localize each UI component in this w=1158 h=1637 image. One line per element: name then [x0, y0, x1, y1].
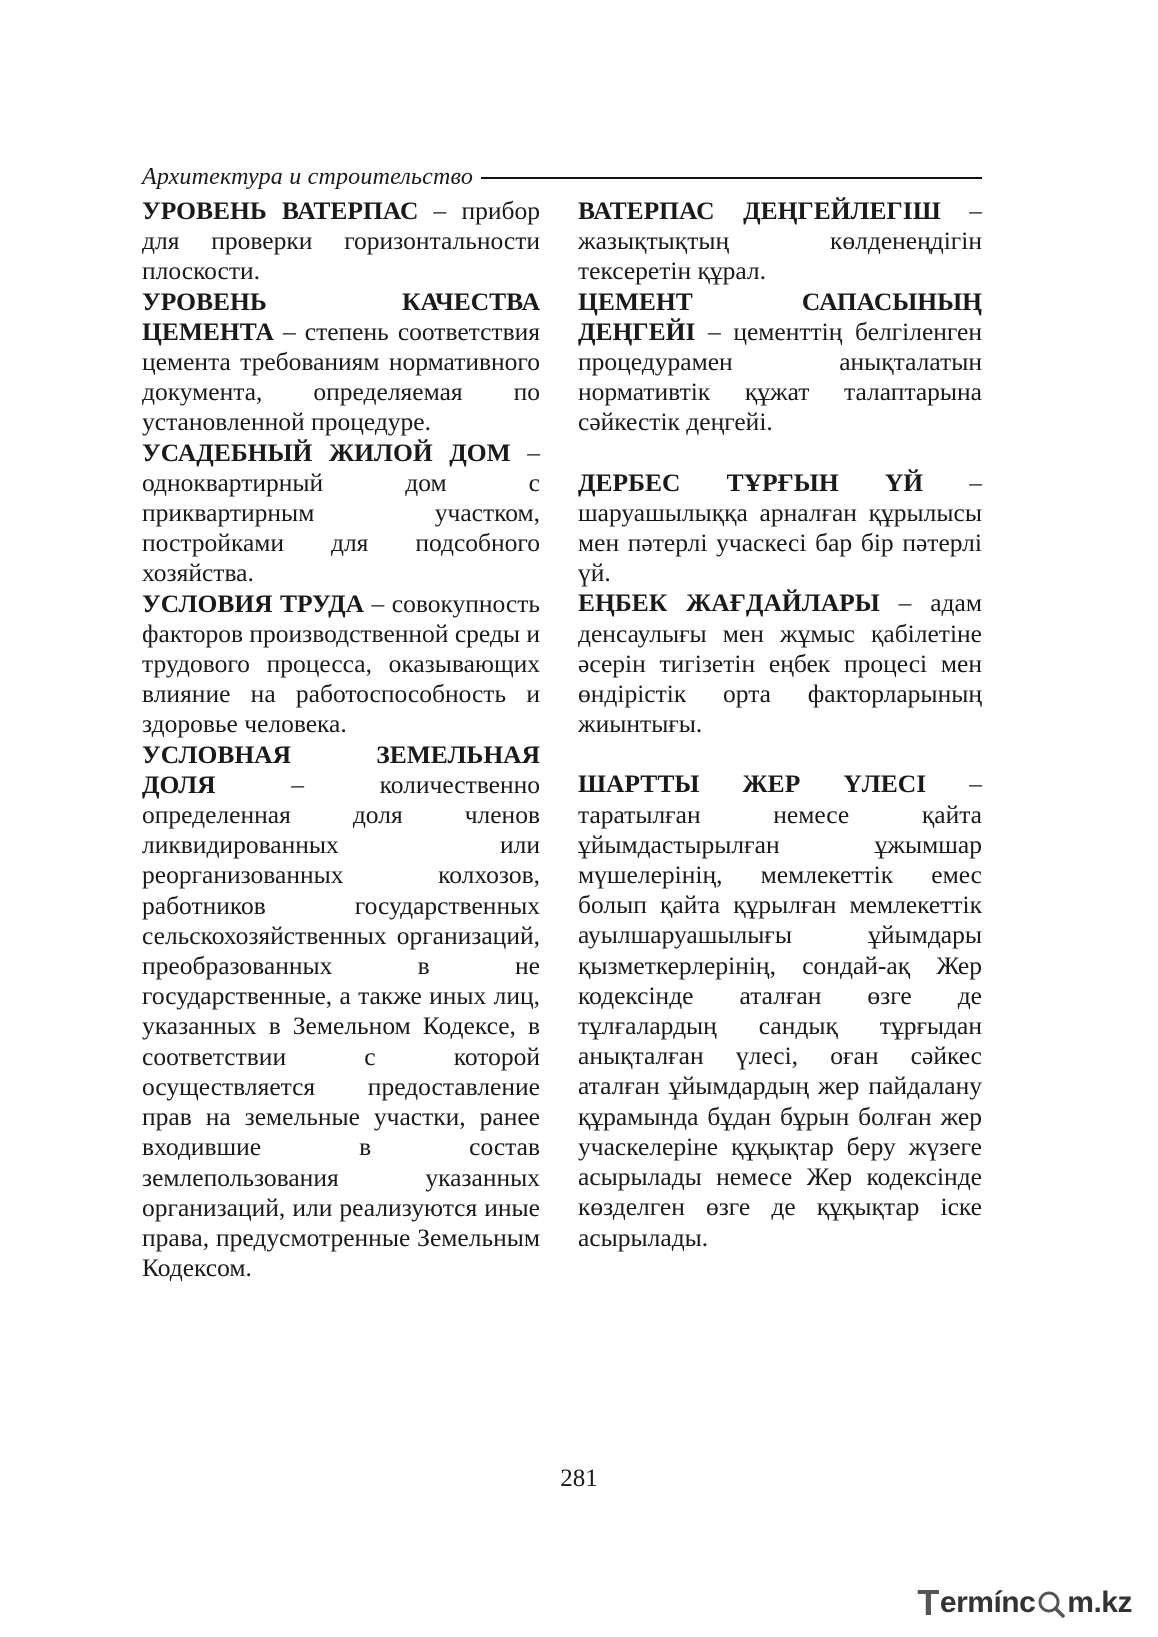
entry-term: ДЕРБЕС ТҰРҒЫН ҮЙ — [578, 467, 924, 497]
entry-definition: – таратылған немесе қайта ұйымдастырылған ұжымшар мүшелерінің, мемлекеттік емес болып қайта құрылған мемлекеттік ауылшаруашылығы ұйымдары қызметкерлерінің, сондай-ақ Жер кодексінде аталған өзге де тұлғалардың сандық тұрғыдан анықталған үлесі, оған сәйкес аталған ұйымдардың жер пайдалану құрамында бұдан бұрын болған жер учаскелеріне құқықтар беру жүзеге асырылады немесе Жер кодексінде көзделген өзге де құқықтар іске асырылады. — [578, 769, 982, 1252]
entry-definition: – адам денсаулығы мен жұмыс қабілетіне әсерін тигізетін еңбек процесі мен өндірістік орта факторларының жиынтығы. — [578, 588, 982, 739]
entry-definition: – цементтің белгіленген процедурамен анықталатын нормативтік құжат талаптарына сәйкестік деңгейі. — [578, 316, 982, 437]
entry-definition: – одноквартирный дом с приквартирным участком, постройками для подсобного хозяйства. — [142, 437, 540, 588]
termincom-watermark[interactable] — [917, 1583, 1132, 1623]
glossary-entry — [578, 287, 982, 438]
russian-column — [142, 196, 540, 1283]
spacer — [578, 438, 982, 468]
watermark-text: m.kz — [1067, 1586, 1132, 1619]
entry-definition: – шаруашылыққа арналған құрылысы мен пәтерлі учаскесі бар бір пәтерлі үй. — [578, 467, 983, 588]
glossary-entry — [142, 740, 540, 1284]
header-rule — [481, 177, 982, 179]
magnifier-icon — [1036, 1588, 1066, 1618]
entry-term: ЦЕМЕНТ САПАСЫНЫҢ ДЕҢГЕЙІ — [578, 286, 982, 346]
glossary-entry — [578, 588, 982, 739]
entry-definition: – прибор для проверки горизонтальности плоскости. — [142, 196, 540, 286]
entry-term: УРОВЕНЬ ВАТЕРПАС — [142, 196, 419, 225]
glossary-entry — [142, 589, 540, 740]
entry-term: УСАДЕБНЫЙ ЖИЛОЙ ДОМ — [142, 437, 511, 467]
glossary-entry — [142, 196, 540, 287]
entry-term: УСЛОВИЯ ТРУДА — [142, 588, 365, 618]
entry-term: УСЛОВНАЯ ЗЕМЕЛЬНАЯ ДОЛЯ — [142, 739, 540, 799]
entry-definition: – количественно определенная доля членов ликвидированных или реорганизованных колхозов, работников государственных сельскохозяйственных организаций, преобразованных в не государственные, а также иных лиц, указанных в Земельном Кодексе, в соответствии с которой осуществляется предоставление прав на земельные участки, ранее входившие в состав землепользования указанных организаций, или реализуются иные права, предусмотренные Земельным Кодексом. — [142, 769, 540, 1283]
page-number: 281 — [560, 1465, 598, 1492]
entry-definition: – степень соответствия цемента требованиям нормативного документа, определяемая по установленной процедуре. — [142, 316, 540, 437]
glossary-entry — [142, 438, 540, 589]
watermark-letter: T — [917, 1582, 939, 1623]
entry-definition: – совокупность факторов производственной среды и трудового процесса, оказывающих влияние на работоспособность и здоровье человека. — [142, 588, 541, 739]
entry-definition: – жазықтықтың көлденеңдігін тексеретін құрал. — [578, 196, 982, 286]
glossary-entry — [578, 468, 982, 589]
watermark-text: ermínc — [939, 1586, 1036, 1619]
entry-term: УРОВЕНЬ КАЧЕСТВА ЦЕМЕНТА — [142, 286, 540, 346]
kazakh-column — [578, 196, 982, 1253]
glossary-entry — [142, 287, 540, 438]
entry-term: ЕҢБЕК ЖАҒДАЙЛАРЫ — [578, 588, 880, 618]
glossary-entry — [578, 196, 982, 287]
spacer — [578, 739, 982, 769]
running-header — [142, 160, 982, 194]
glossary-entry — [578, 769, 982, 1252]
entry-term: ШАРТТЫ ЖЕР ҮЛЕСІ — [578, 769, 927, 799]
entry-term: ВАТЕРПАС ДЕҢГЕЙЛЕГІШ — [578, 196, 941, 225]
section-title: Архитектура и строительство — [142, 163, 474, 190]
